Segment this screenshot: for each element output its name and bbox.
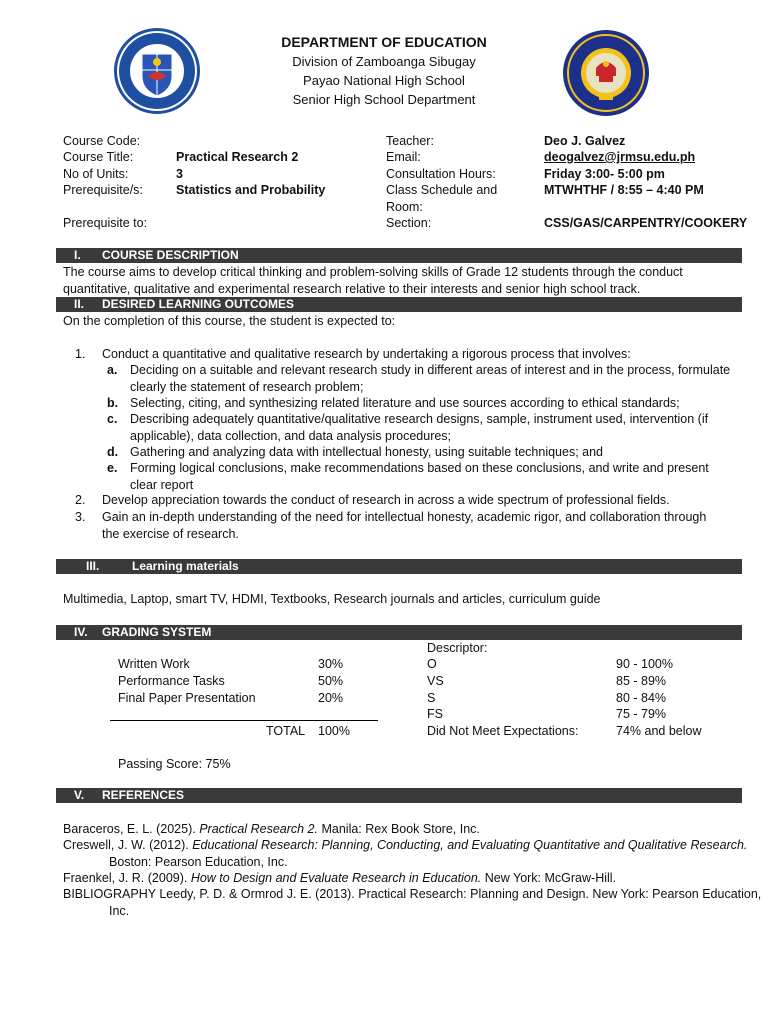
division-name: Division of Zamboanga Sibugay xyxy=(292,54,476,69)
total-divider xyxy=(110,720,378,721)
descriptor-range: 90 - 100% xyxy=(616,657,673,671)
total-label: TOTAL xyxy=(266,724,306,738)
reference-entry: Baraceros, E. L. (2025). Practical Research 2. Manila: Rex Book Store, Inc. xyxy=(63,822,480,836)
outcome-number: 3. xyxy=(75,510,86,524)
descriptor-range: 75 - 79% xyxy=(616,707,667,721)
consultation-label: Consultation Hours: xyxy=(386,167,496,181)
grade-component-name: Performance Tasks xyxy=(118,674,225,688)
section-bar-grading-system xyxy=(56,625,742,640)
section-title: Learning materials xyxy=(132,559,239,573)
descriptor-code: S xyxy=(427,691,436,705)
outcome-subitem-e: Forming logical conclusions, make recommendations based on these conclusions, and write and present clear report xyxy=(130,461,709,492)
section-number: II. xyxy=(74,297,85,311)
grade-component-name: Written Work xyxy=(118,657,190,671)
outcome-number: 1. xyxy=(75,347,86,361)
passing-score: Passing Score: 75% xyxy=(118,757,231,771)
subitem-letter: a. xyxy=(107,363,118,377)
course-description-text: The course aims to develop critical thinking and problem-solving skills of Grade 12 students through the conduct quantitative, qualitative and experimental research relative to their interests and senior high school track. xyxy=(63,265,683,296)
section-value: CSS/GAS/CARPENTRY/COOKERY xyxy=(544,216,748,230)
section-bar-references xyxy=(56,788,742,803)
grade-component-name: Final Paper Presentation xyxy=(118,691,256,705)
grade-component-pct: 30% xyxy=(318,657,344,671)
schedule-value: MTWHTHF / 8:55 – 4:40 PM xyxy=(544,183,704,197)
outcome-subitem-d: Gathering and analyzing data with intellectual honesty, using suitable techniques; and xyxy=(130,445,603,459)
section-title: COURSE DESCRIPTION xyxy=(102,248,239,262)
section-number: I. xyxy=(74,248,81,262)
reference-entry: BIBLIOGRAPHY Leedy, P. D. & Ormrod J. E. (2013). Practical Research: Planning and Design. New York: Pearson Education, Inc. xyxy=(63,887,762,918)
prerequisite-label: Prerequisite/s: xyxy=(63,183,143,197)
section-title: DESIRED LEARNING OUTCOMES xyxy=(102,297,295,311)
total-pct: 100% xyxy=(318,724,350,738)
descriptor-label: Descriptor: xyxy=(427,641,488,655)
section-bar-course-description xyxy=(56,248,742,263)
descriptor-range: 74% and below xyxy=(616,724,702,738)
subitem-letter: d. xyxy=(107,445,119,459)
reference-entry: Fraenkel, J. R. (2009). How to Design and Evaluate Research in Education. New York: McGraw-Hill. xyxy=(63,871,617,885)
reference-title: Practical Research 2. xyxy=(199,822,318,836)
prerequisite-value: Statistics and Probability xyxy=(176,183,326,197)
subitem-letter: c. xyxy=(107,412,118,426)
course-code-label: Course Code: xyxy=(63,134,141,148)
descriptor-range: 80 - 84% xyxy=(616,691,667,705)
outcome-item-3: Gain an in-depth understanding of the need for intellectual honesty, academic rigor, and collaboration through the exercise of research. xyxy=(102,510,707,541)
consultation-value: Friday 3:00- 5:00 pm xyxy=(544,167,665,181)
schedule-label: Class Schedule and xyxy=(386,183,498,197)
descriptor-code: Did Not Meet Expectations: xyxy=(427,724,579,738)
descriptor-code: FS xyxy=(427,707,443,721)
learning-materials-text: Multimedia, Laptop, smart TV, HDMI, Textbooks, Research journals and articles, curriculum guide xyxy=(63,592,601,606)
outcome-item-2: Develop appreciation towards the conduct of research in across a wide spectrum of professional fields. xyxy=(102,493,670,507)
outcome-subitem-b: Selecting, citing, and synthesizing related literature and use sources according to ethical standards; xyxy=(130,396,680,410)
course-title-label: Course Title: xyxy=(63,150,134,164)
outcome-item-1: Conduct a quantitative and qualitative research by undertaking a rigorous process that involves: xyxy=(102,347,631,361)
subitem-letter: e. xyxy=(107,461,118,475)
descriptor-code: O xyxy=(427,657,437,671)
reference-title: Educational Research: Planning, Conducting, and Evaluating Quantitative and Qualitative Research. xyxy=(192,838,748,852)
school-name: Payao National High School xyxy=(303,73,465,88)
descriptor-code: VS xyxy=(427,674,444,688)
teacher-label: Teacher: xyxy=(386,134,434,148)
outcome-subitem-a: Deciding on a suitable and relevant research study in different areas of interest and in the process, formulate clearly the statement of research problem; xyxy=(130,363,731,394)
descriptor-range: 85 - 89% xyxy=(616,674,667,688)
grade-component-pct: 20% xyxy=(318,691,344,705)
teacher-value: Deo J. Galvez xyxy=(544,134,626,148)
email-link[interactable]: deogalvez@jrmsu.edu.ph xyxy=(544,150,696,164)
section-number: V. xyxy=(74,788,85,802)
units-label: No of Units: xyxy=(63,167,129,181)
email-label: Email: xyxy=(386,150,421,164)
course-title-value: Practical Research 2 xyxy=(176,150,299,164)
section-bar-learning-materials xyxy=(56,559,742,574)
section-title: REFERENCES xyxy=(102,788,185,802)
department-title: DEPARTMENT OF EDUCATION xyxy=(281,34,487,50)
section-bar-learning-outcomes xyxy=(56,297,742,312)
reference-entry: Creswell, J. W. (2012). Educational Research: Planning, Conducting, and Evaluating Quantitative and Qualitative Research. Boston: Pearson Education, Inc. xyxy=(63,838,748,869)
units-value: 3 xyxy=(176,167,183,181)
section-number: III. xyxy=(86,559,100,573)
outcome-number: 2. xyxy=(75,493,86,507)
section-number: IV. xyxy=(74,625,88,639)
outcome-subitem-c: Describing adequately quantitative/qualitative research designs, sample, instrument used, intervention (if applicable), data collection, and data analysis procedures; xyxy=(130,412,709,443)
department-name: Senior High School Department xyxy=(292,92,476,107)
grade-component-pct: 50% xyxy=(318,674,344,688)
prerequisite-to-label: Prerequisite to: xyxy=(63,216,148,230)
section-label: Section: xyxy=(386,216,432,230)
section-title: GRADING SYSTEM xyxy=(102,625,212,639)
outcomes-intro: On the completion of this course, the student is expected to: xyxy=(63,314,396,328)
room-label: Room: xyxy=(386,200,423,214)
subitem-letter: b. xyxy=(107,396,119,410)
reference-title: How to Design and Evaluate Research in Education. xyxy=(190,871,482,885)
